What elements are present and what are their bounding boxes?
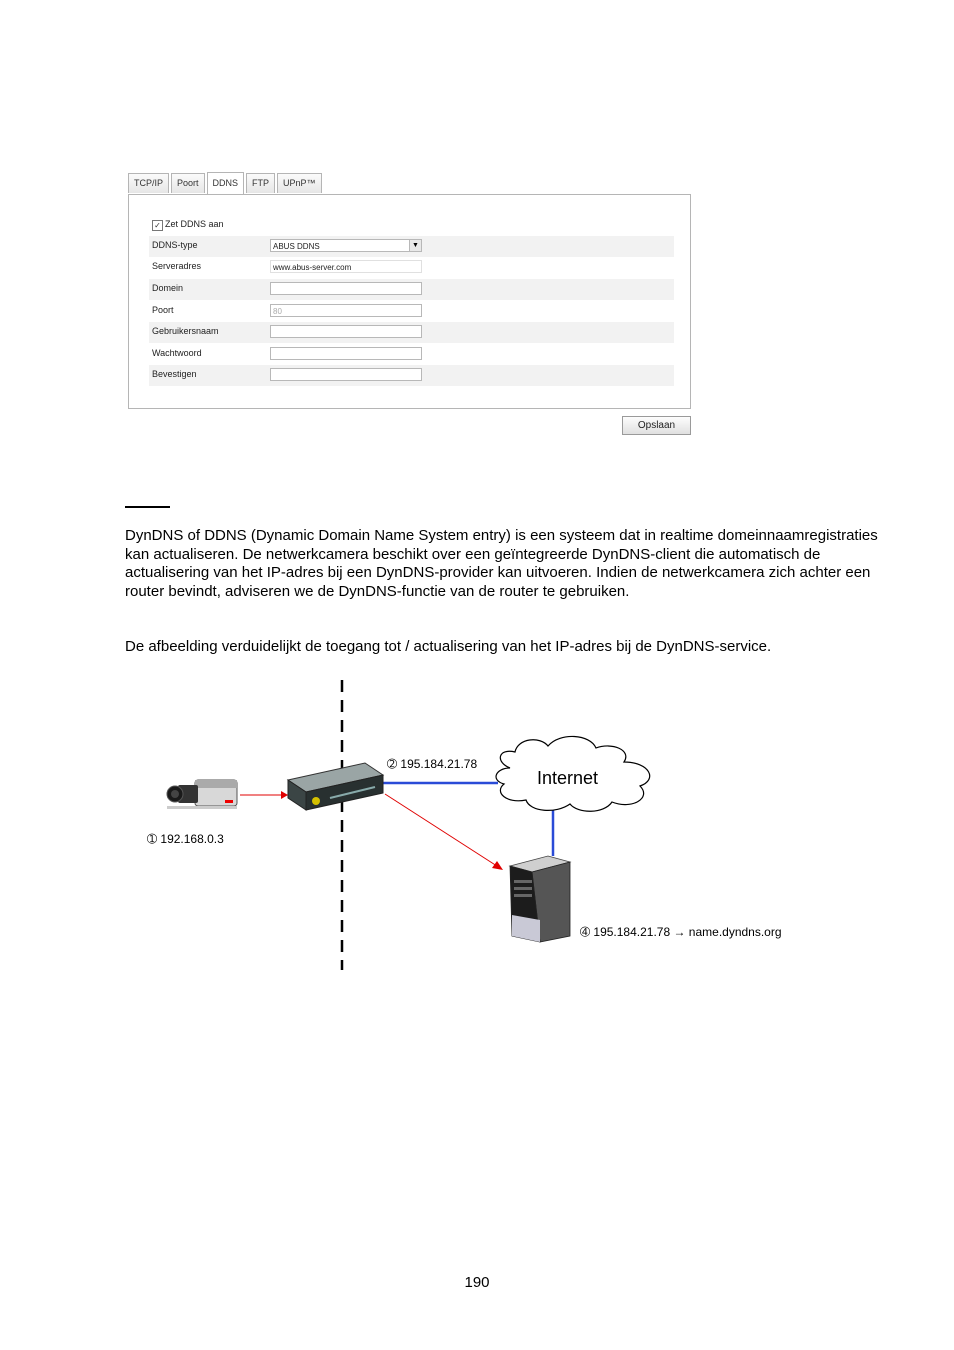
domain-input[interactable] [270,282,422,295]
tab-ftp[interactable]: FTP [246,173,275,193]
tab-ddns[interactable]: DDNS [207,172,245,194]
port-row [149,301,674,322]
domain-row [149,279,674,300]
port-input[interactable]: 80 [270,304,422,317]
enable-ddns-label: Zet DDNS aan [165,219,224,229]
confirm-label: Bevestigen [152,369,197,379]
paragraph-diagram-intro: De afbeelding verduidelijkt de toegang tot / actualisering van het IP-adres bij de DynDNS-service. [125,638,772,655]
dyndns-network-diagram [0,670,954,980]
ddns-type-label: DDNS-type [152,240,198,250]
enable-ddns-checkbox[interactable]: ✓ [152,220,163,231]
tab-tcpip[interactable]: TCP/IP [128,173,169,193]
username-input[interactable] [270,325,422,338]
server-ip-label: ➃ 195.184.21.78 → name.dyndns.org [580,925,782,939]
tab-poort[interactable]: Poort [171,173,205,193]
server-icon [510,856,570,942]
ddns-settings-panel [128,194,691,409]
arrowhead-icon [281,791,288,799]
arrowhead-icon [492,861,503,870]
port-label: Poort [152,305,174,315]
router-icon [288,763,383,810]
ddns-type-select[interactable] [270,239,422,252]
server-address-label: Serveradres [152,261,202,271]
router-server-link [385,794,500,868]
confirm-row [149,365,674,386]
save-button[interactable]: Opslaan [622,416,691,435]
username-label: Gebruikersnaam [152,326,219,336]
tab-upnp[interactable]: UPnP™ [277,173,322,193]
domain-label: Domein [152,283,184,293]
server-address-input[interactable]: www.abus-server.com [270,260,422,273]
enable-ddns-row [149,215,674,236]
password-row [149,344,674,365]
paragraph-dyndns-intro: DynDNS of DDNS (Dynamic Domain Name System entry) is een systeem dat in realtime domeinnaamregistraties kan actualiseren. De netwerkcamera beschikt over een geïntegreerde DynDNS-client die automatisch de actualisering van het IP-adres bij een DynDNS-provider kan uitvoeren. Indien de netwerkcamera zich achter een router bevindt, adviseren we de DynDNS-functie van de router te gebruiken. [125,527,878,600]
router-ip-label: ➁ 195.184.21.78 [387,757,478,771]
page-number: 190 [464,1274,490,1291]
camera-ip-label: ➀ 192.168.0.3 [147,832,224,846]
heading-rule [125,506,170,508]
ddns-type-value: ABUS DDNS [273,242,320,251]
camera-icon [167,780,237,809]
confirm-input[interactable] [270,368,422,381]
internet-label: Internet [537,768,599,788]
password-label: Wachtwoord [152,348,202,358]
server-address-row [149,257,674,278]
username-row [149,322,674,343]
ddns-type-row [149,236,674,257]
settings-tabs [128,173,324,194]
chevron-down-icon[interactable]: ▼ [409,240,421,251]
password-input[interactable] [270,347,422,360]
